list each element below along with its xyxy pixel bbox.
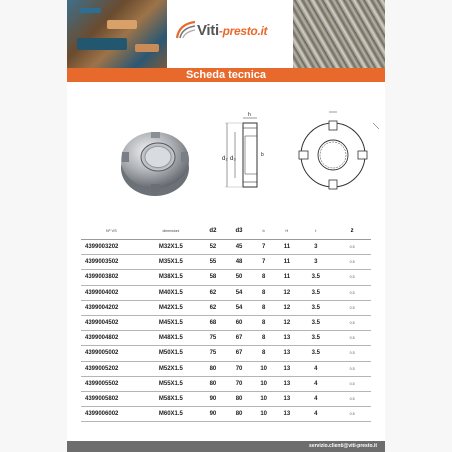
- cell-d2: 75: [200, 331, 226, 346]
- cell-h: 11: [275, 255, 298, 270]
- table-row: [81, 376, 371, 391]
- brand-name-main: Viti: [197, 22, 219, 39]
- cell-code: 4399005202: [81, 361, 142, 376]
- cell-t: 3: [298, 255, 333, 270]
- cell-b: 7: [252, 240, 275, 255]
- side-view-drawing: [222, 112, 264, 187]
- table-row: [81, 255, 371, 270]
- cell-d3: 54: [226, 285, 252, 300]
- cell-dimension: M45X1.5: [142, 315, 200, 330]
- tool-shape: [79, 8, 101, 13]
- cell-dimension: M38X1.5: [142, 270, 200, 285]
- cell-code: 4399003802: [81, 270, 142, 285]
- table-row: [81, 346, 371, 361]
- dimensions-table: [81, 222, 371, 422]
- slotted-nut-photo: [114, 124, 196, 202]
- cell-b: 10: [252, 361, 275, 376]
- hand-shape: [135, 44, 159, 52]
- dim-h-label: h: [248, 112, 251, 118]
- header-photo-screws: [293, 0, 385, 68]
- table-row: [81, 240, 371, 255]
- brand-logo: [167, 0, 293, 68]
- cell-t: 4: [298, 376, 333, 391]
- col-header-code: Nº VS: [81, 222, 142, 240]
- cell-z: 0.5: [333, 346, 371, 361]
- cell-t: 3: [298, 240, 333, 255]
- page-title: Scheda tecnica: [67, 68, 385, 82]
- dim-d3-label: d₃: [230, 156, 236, 162]
- cell-z: 0.5: [333, 255, 371, 270]
- cell-h: 12: [275, 315, 298, 330]
- col-header-dimension: dimensioni: [142, 222, 200, 240]
- cell-t: 4: [298, 407, 333, 422]
- cell-d3: 54: [226, 300, 252, 315]
- cell-d2: 80: [200, 376, 226, 391]
- cell-dimension: M55X1.5: [142, 376, 200, 391]
- cell-h: 13: [275, 331, 298, 346]
- cell-d2: 52: [200, 240, 226, 255]
- cell-t: 3.5: [298, 285, 333, 300]
- cell-t: 3.5: [298, 331, 333, 346]
- cell-h: 13: [275, 361, 298, 376]
- cell-z: 0.5: [333, 407, 371, 422]
- table-row: [81, 361, 371, 376]
- cell-code: 4399003502: [81, 255, 142, 270]
- cell-d2: 90: [200, 407, 226, 422]
- cell-code: 4399004002: [81, 285, 142, 300]
- cell-d3: 60: [226, 315, 252, 330]
- cell-d3: 70: [226, 376, 252, 391]
- cell-dimension: M48X1.5: [142, 331, 200, 346]
- cell-z: 0.5: [333, 270, 371, 285]
- table-row: [81, 285, 371, 300]
- cell-code: 4399005502: [81, 376, 142, 391]
- technical-drawing: [213, 108, 385, 198]
- cell-b: 7: [252, 255, 275, 270]
- cell-dimension: M58X1.5: [142, 391, 200, 406]
- cell-z: 0.5: [333, 315, 371, 330]
- cell-code: 4399003202: [81, 240, 142, 255]
- cell-h: 13: [275, 407, 298, 422]
- cell-t: 4: [298, 361, 333, 376]
- col-header-b: b: [252, 222, 275, 240]
- cell-d3: 50: [226, 270, 252, 285]
- header: [67, 0, 385, 68]
- cell-d2: 80: [200, 361, 226, 376]
- header-photo-tools: [67, 0, 167, 68]
- table-row: [81, 407, 371, 422]
- cell-t: 3.5: [298, 315, 333, 330]
- cell-b: 8: [252, 315, 275, 330]
- table-body: [81, 240, 371, 422]
- cell-dimension: M52X1.5: [142, 361, 200, 376]
- front-view-drawing: [299, 112, 379, 189]
- cell-z: 0.5: [333, 285, 371, 300]
- cell-code: 4399004202: [81, 300, 142, 315]
- toolbox-shape: [77, 38, 127, 50]
- cell-code: 4399005002: [81, 346, 142, 361]
- cell-b: 8: [252, 285, 275, 300]
- cell-d3: 80: [226, 391, 252, 406]
- cell-b: 8: [252, 331, 275, 346]
- table-header-row: [81, 222, 371, 240]
- logo-arc-icon: [175, 20, 197, 40]
- cell-d2: 55: [200, 255, 226, 270]
- cell-b: 10: [252, 376, 275, 391]
- cell-h: 13: [275, 391, 298, 406]
- cell-dimension: M50X1.5: [142, 346, 200, 361]
- brand-name-accent: -presto.it: [218, 24, 268, 38]
- table-row: [81, 391, 371, 406]
- footer-email: servizio.clienti@viti-presto.it: [309, 443, 377, 449]
- cell-d3: 48: [226, 255, 252, 270]
- dim-b-label: b: [261, 152, 264, 158]
- cell-d3: 70: [226, 361, 252, 376]
- cell-z: 0.5: [333, 391, 371, 406]
- cell-h: 13: [275, 376, 298, 391]
- dim-d2-label: d₂: [222, 156, 228, 162]
- cell-h: 11: [275, 240, 298, 255]
- cell-d2: 90: [200, 391, 226, 406]
- footer-bar: [67, 441, 385, 452]
- cell-d3: 67: [226, 331, 252, 346]
- cell-h: 11: [275, 270, 298, 285]
- col-header-h: H: [275, 222, 298, 240]
- col-header-d3: d3: [226, 222, 252, 240]
- table-row: [81, 270, 371, 285]
- cell-t: 3.5: [298, 270, 333, 285]
- col-header-t: t: [298, 222, 333, 240]
- col-header-z: z: [333, 222, 371, 240]
- cell-dimension: M40X1.5: [142, 285, 200, 300]
- datasheet-page: [67, 0, 385, 452]
- cell-code: 4399005802: [81, 391, 142, 406]
- table-row: [81, 331, 371, 346]
- cell-t: 4: [298, 391, 333, 406]
- cell-d3: 67: [226, 346, 252, 361]
- cell-t: 3.5: [298, 346, 333, 361]
- cell-d3: 45: [226, 240, 252, 255]
- table-row: [81, 315, 371, 330]
- cell-h: 12: [275, 300, 298, 315]
- col-header-d2: d2: [200, 222, 226, 240]
- cell-d2: 62: [200, 300, 226, 315]
- cell-z: 0.5: [333, 240, 371, 255]
- cell-d2: 75: [200, 346, 226, 361]
- cell-b: 8: [252, 346, 275, 361]
- hand-shape: [107, 20, 137, 29]
- cell-z: 0.5: [333, 376, 371, 391]
- cell-h: 12: [275, 285, 298, 300]
- cell-d2: 62: [200, 285, 226, 300]
- table-row: [81, 300, 371, 315]
- cell-d2: 68: [200, 315, 226, 330]
- cell-h: 13: [275, 346, 298, 361]
- cell-z: 0.5: [333, 361, 371, 376]
- cell-b: 10: [252, 391, 275, 406]
- cell-z: 0.5: [333, 300, 371, 315]
- cell-code: 4399004502: [81, 315, 142, 330]
- cell-code: 4399004802: [81, 331, 142, 346]
- cell-b: 10: [252, 407, 275, 422]
- cell-dimension: M35X1.5: [142, 255, 200, 270]
- cell-dimension: M42X1.5: [142, 300, 200, 315]
- cell-t: 3.5: [298, 300, 333, 315]
- cell-d3: 80: [226, 407, 252, 422]
- cell-b: 8: [252, 270, 275, 285]
- cell-b: 8: [252, 300, 275, 315]
- cell-z: 0.5: [333, 331, 371, 346]
- cell-d2: 58: [200, 270, 226, 285]
- cell-dimension: M32X1.5: [142, 240, 200, 255]
- cell-code: 4399006002: [81, 407, 142, 422]
- cell-dimension: M60X1.5: [142, 407, 200, 422]
- brand-name: [197, 22, 267, 39]
